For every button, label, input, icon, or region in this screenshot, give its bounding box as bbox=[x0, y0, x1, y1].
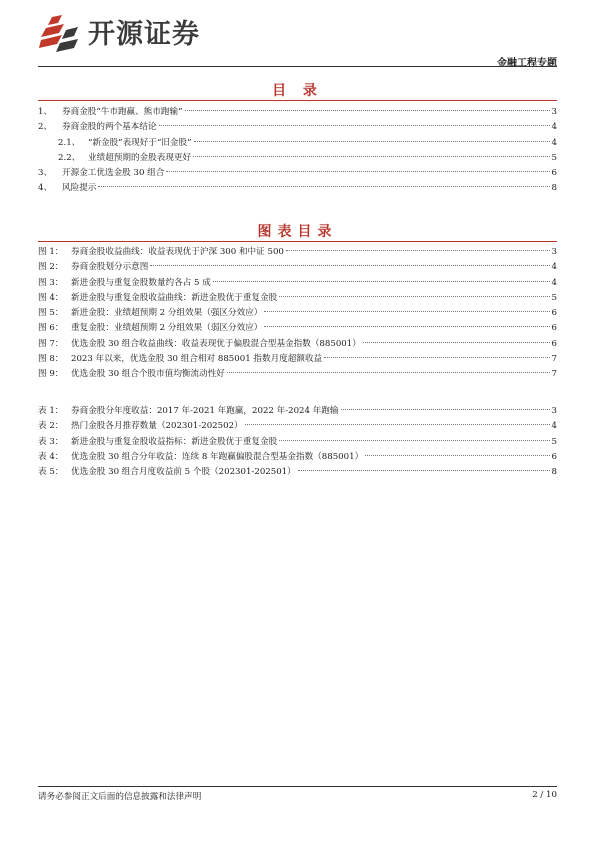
contents-title-divider bbox=[38, 100, 557, 101]
toc-entry-title: 券商金股划分示意图 bbox=[71, 262, 149, 273]
toc-entry[interactable] bbox=[38, 404, 557, 419]
toc-entry-page: 8 bbox=[551, 467, 557, 478]
toc-entry-number: 图 4： bbox=[38, 292, 64, 303]
toc-entry-title: 优选金股 30 组合收益曲线：收益表现优于偏股混合型基金指数（885001） bbox=[71, 338, 361, 349]
footer-divider bbox=[38, 786, 557, 787]
header-divider bbox=[38, 66, 557, 67]
toc-entry-title: “新金股”表现好于“旧金股” bbox=[88, 137, 192, 148]
toc-entry-title: 新进金股与重复金股数量约各占 5 成 bbox=[71, 277, 211, 288]
toc-entry[interactable] bbox=[38, 367, 557, 382]
dot-leader bbox=[264, 326, 549, 327]
toc-entry-page: 5 bbox=[551, 152, 557, 163]
toc-entry[interactable] bbox=[38, 120, 557, 135]
dot-leader bbox=[166, 171, 549, 172]
tables-list bbox=[38, 404, 557, 480]
toc-entry-page: 6 bbox=[551, 308, 557, 319]
toc-entry-number: 表 5： bbox=[38, 467, 64, 478]
dot-leader bbox=[185, 110, 550, 111]
toc-entry-page: 3 bbox=[551, 107, 557, 117]
figures-list bbox=[38, 245, 557, 383]
dot-leader bbox=[150, 265, 549, 266]
toc-entry-number: 图 9： bbox=[38, 369, 64, 380]
toc-entry-number: 3、 bbox=[38, 168, 53, 179]
toc-entry-number: 表 4： bbox=[38, 451, 64, 462]
toc-entry[interactable] bbox=[38, 321, 557, 336]
toc-entry[interactable] bbox=[38, 337, 557, 352]
toc-entry-page: 6 bbox=[551, 451, 557, 462]
toc-entry[interactable] bbox=[38, 435, 557, 450]
toc-entry-title: 券商金股的两个基本结论 bbox=[62, 122, 157, 133]
toc-entry-title: 业绩超预期的金股表现更好 bbox=[88, 152, 192, 163]
toc-entry-page: 4 bbox=[551, 122, 557, 133]
toc-entry-title: 风险提示 bbox=[62, 183, 97, 194]
toc-entry-number: 图 5： bbox=[38, 308, 64, 319]
dot-leader bbox=[194, 141, 550, 142]
toc-entry-page: 4 bbox=[551, 262, 557, 273]
toc-entry-title: 优选金股 30 组合月度收益前 5 个股（202301-202501） bbox=[71, 467, 296, 478]
toc-entry-page: 4 bbox=[551, 277, 557, 288]
toc-entry[interactable] bbox=[38, 352, 557, 367]
toc-entry[interactable] bbox=[38, 450, 557, 465]
dot-leader bbox=[193, 156, 549, 157]
toc-entry-number: 表 3： bbox=[38, 436, 64, 447]
report-category: 金融工程专题 bbox=[497, 58, 557, 69]
toc-entry-number: 1、 bbox=[38, 107, 53, 117]
toc-entry-title: 优选金股 30 组合个股市值均衡流动性好 bbox=[71, 369, 225, 380]
toc-entry[interactable] bbox=[38, 419, 557, 434]
toc-entry-page: 7 bbox=[551, 354, 557, 365]
toc-entry-number: 2.2、 bbox=[58, 152, 81, 163]
toc-entry-title: 新进金股与重复金股收益曲线：新进金股优于重复金股 bbox=[71, 292, 278, 303]
toc-entry-page: 3 bbox=[551, 406, 557, 416]
toc-entry-title: 券商金股“牛市跑赢、熊市跑输” bbox=[62, 107, 183, 117]
figures-title: 图表目录 bbox=[257, 224, 338, 240]
dot-leader bbox=[286, 250, 550, 251]
toc-entry-title: 2023 年以来，优选金股 30 组合相对 885001 指数月度超额收益 bbox=[71, 354, 323, 365]
toc-entry[interactable] bbox=[38, 151, 557, 166]
toc-entry[interactable] bbox=[38, 166, 557, 181]
toc-entry-title: 券商金股收益曲线：收益表现优于沪深 300 和中证 500 bbox=[71, 247, 284, 257]
toc-entry-title: 新进金股与重复金股收益指标：新进金股优于重复金股 bbox=[71, 436, 278, 447]
toc-entry-page: 5 bbox=[551, 292, 557, 303]
toc-entry-number: 2.1、 bbox=[58, 137, 81, 148]
toc-entry-title: 新进金股：业绩超预期 2 分组效果（强区分效应） bbox=[71, 308, 263, 319]
toc-entry-title: 开源金工优选金股 30 组合 bbox=[62, 168, 165, 179]
toc-entry[interactable] bbox=[38, 291, 557, 306]
toc-entry-page: 4 bbox=[551, 137, 557, 148]
toc-entry-page: 3 bbox=[551, 247, 557, 257]
toc-entry-page: 6 bbox=[551, 323, 557, 334]
toc-entry[interactable] bbox=[38, 465, 557, 480]
contents-title: 目 录 bbox=[272, 83, 323, 99]
toc-entry-number: 2、 bbox=[38, 122, 53, 133]
dot-leader bbox=[279, 440, 549, 441]
toc-entry-number: 图 2： bbox=[38, 262, 64, 273]
page-number: 2 / 10 bbox=[532, 790, 557, 800]
toc-entry-number: 图 1： bbox=[38, 247, 64, 257]
toc-entry-number: 图 6： bbox=[38, 323, 64, 334]
toc-entry-title: 优选金股 30 组合分年收益：连续 8 年跑赢偏股混合型基金指数（885001） bbox=[71, 451, 364, 462]
dot-leader bbox=[213, 281, 550, 282]
toc-entry-page: 5 bbox=[551, 436, 557, 447]
contents-list bbox=[38, 105, 557, 197]
toc-entry[interactable] bbox=[38, 136, 557, 151]
dot-leader bbox=[365, 455, 549, 456]
kaiyuan-logo-icon bbox=[38, 14, 82, 54]
dot-leader bbox=[159, 125, 550, 126]
toc-entry-page: 4 bbox=[551, 421, 557, 432]
dot-leader bbox=[324, 357, 549, 358]
dot-leader bbox=[245, 424, 550, 425]
company-logo bbox=[38, 14, 200, 54]
page-header bbox=[38, 14, 557, 68]
dot-leader bbox=[298, 470, 550, 471]
figures-title-divider bbox=[38, 241, 557, 242]
toc-entry-number: 图 7： bbox=[38, 338, 64, 349]
toc-entry-number: 图 8： bbox=[38, 354, 64, 365]
toc-entry-page: 7 bbox=[551, 369, 557, 380]
toc-entry-number: 4、 bbox=[38, 183, 53, 194]
dot-leader bbox=[279, 296, 549, 297]
toc-entry[interactable] bbox=[38, 181, 557, 196]
toc-entry-title: 重复金股：业绩超预期 2 分组效果（弱区分效应） bbox=[71, 323, 263, 334]
toc-entry-title: 券商金股分年度收益：2017 年-2021 年跑赢，2022 年-2024 年跑输 bbox=[71, 406, 339, 416]
toc-entry-title: 热门金股各月推荐数量（202301-202502） bbox=[71, 421, 243, 432]
dot-leader bbox=[264, 311, 549, 312]
toc-entry-page: 6 bbox=[551, 168, 557, 179]
dot-leader bbox=[341, 409, 550, 410]
toc-entry[interactable] bbox=[38, 260, 557, 275]
toc-entry[interactable] bbox=[38, 306, 557, 321]
dot-leader bbox=[98, 186, 549, 187]
toc-entry[interactable] bbox=[38, 105, 557, 120]
toc-entry-page: 6 bbox=[551, 338, 557, 349]
logo-text: 开源证券 bbox=[88, 18, 200, 50]
toc-entry-number: 表 1： bbox=[38, 406, 64, 416]
dot-leader bbox=[363, 342, 550, 343]
disclaimer-note: 请务必参阅正文后面的信息披露和法律声明 bbox=[38, 792, 202, 802]
toc-entry[interactable] bbox=[38, 276, 557, 291]
dot-leader bbox=[227, 372, 550, 373]
toc-entry[interactable] bbox=[38, 245, 557, 260]
toc-entry-page: 8 bbox=[551, 183, 557, 194]
toc-entry-number: 图 3： bbox=[38, 277, 64, 288]
toc-entry-number: 表 2： bbox=[38, 421, 64, 432]
